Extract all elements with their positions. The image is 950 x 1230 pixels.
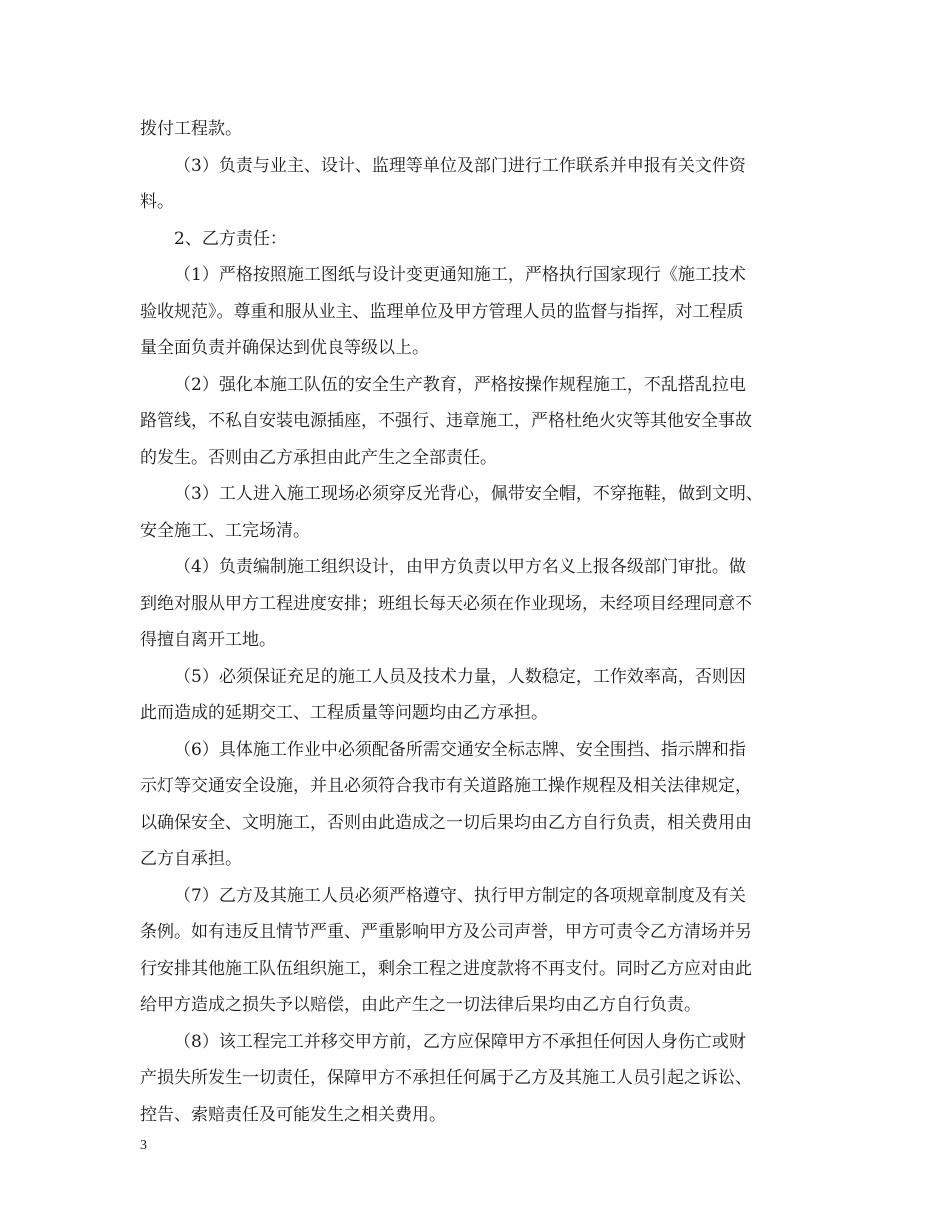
paragraph-line: （1）严格按照施工图纸与设计变更通知施工，严格执行国家现行《施工技术 <box>174 265 746 285</box>
paragraph-line: （8）该工程完工并移交甲方前，乙方应保障甲方不承担任何因人身伤亡或财 <box>174 1031 746 1052</box>
paragraph-line: （3）负责与业主、设计、监理等单位及部门进行工作联系并申报有关文件资 <box>174 155 746 176</box>
paragraph-line: （2）强化本施工队伍的安全生产教育，严格按操作规程施工，不乱搭乱拉电 <box>174 374 746 395</box>
paragraph <box>140 1024 820 1134</box>
paragraph-line: 以确保安全、文明施工，否则由此造成之一切后果均由乙方自行负责，相关费用由 <box>140 812 752 833</box>
paragraph <box>140 659 820 732</box>
paragraph-line: （6）具体施工作业中必须配备所需交通安全标志牌、安全围挡、指示牌和指 <box>174 739 746 760</box>
paragraph-line: 的发生。否则由乙方承担由此产生之全部责任。 <box>140 447 497 468</box>
paragraph-line: 条例。如有违反且情节严重、严重影响甲方及公司声誉，甲方可责令乙方清场并另 <box>140 922 752 942</box>
paragraph-line: 此而造成的延期交工、工程质量等问题均由乙方承担。 <box>140 703 548 723</box>
paragraph <box>140 367 820 477</box>
paragraph-line: （3）工人进入施工现场必须穿反光背心，佩带安全帽，不穿拖鞋，做到文明、 <box>174 484 763 504</box>
paragraph-line: 验收规范》。尊重和服从业主、监理单位及甲方管理人员的监督与指挥，对工程质 <box>140 301 744 322</box>
paragraph-line: 控告、索赔责任及可能发生之相关费用。 <box>140 1104 446 1125</box>
paragraph-line: （7）乙方及其施工人员必须严格遵守、执行甲方制定的各项规章制度及有关 <box>174 885 746 906</box>
paragraph-line: 量全面负责并确保达到优良等级以上。 <box>140 338 429 358</box>
paragraph-line: 给甲方造成之损失予以赔偿，由此产生之一切法律后果均由乙方自行负责。 <box>140 995 701 1015</box>
paragraph <box>140 549 820 659</box>
paragraph-line: 料。 <box>140 192 174 212</box>
paragraph-line: 2、乙方责任： <box>174 228 287 249</box>
paragraph-line: 到绝对服从甲方工程进度安排；班组长每天必须在作业现场，未经项目经理同意不 <box>140 593 752 614</box>
paragraph-line: 拨付工程款。 <box>140 119 242 139</box>
paragraph-line: 示灯等交通安全设施，并且必须符合我市有关道路施工操作规程及相关法律规定， <box>140 776 752 796</box>
paragraph-line: 路管线，不私自安装电源插座，不强行、违章施工，严格杜绝火灾等其他安全事故 <box>140 411 752 431</box>
paragraph <box>140 878 820 1024</box>
paragraph-line: 乙方自承担。 <box>140 849 242 869</box>
paragraph-line: （5）必须保证充足的施工人员及技术力量，人数稳定，工作效率高，否则因 <box>174 666 746 687</box>
page-number: 3 <box>140 1138 147 1153</box>
paragraph <box>140 476 820 549</box>
paragraph <box>140 111 820 148</box>
paragraph-line: （4）负责编制施工组织设计，由甲方负责以甲方名义上报各级部门审批。做 <box>174 557 746 577</box>
paragraph-line: 行安排其他施工队伍组织施工，剩余工程之进度款将不再支付。同时乙方应对由此 <box>140 958 752 979</box>
paragraph <box>140 257 820 367</box>
document-body <box>140 111 820 1133</box>
paragraph-line: 安全施工、工完场清。 <box>140 520 310 541</box>
paragraph <box>140 221 820 258</box>
paragraph-line: 产损失所发生一切责任，保障甲方不承担任何属于乙方及其施工人员引起之诉讼、 <box>140 1068 752 1088</box>
paragraph <box>140 148 820 221</box>
paragraph <box>140 732 820 878</box>
paragraph-line: 得擅自离开工地。 <box>140 630 276 650</box>
